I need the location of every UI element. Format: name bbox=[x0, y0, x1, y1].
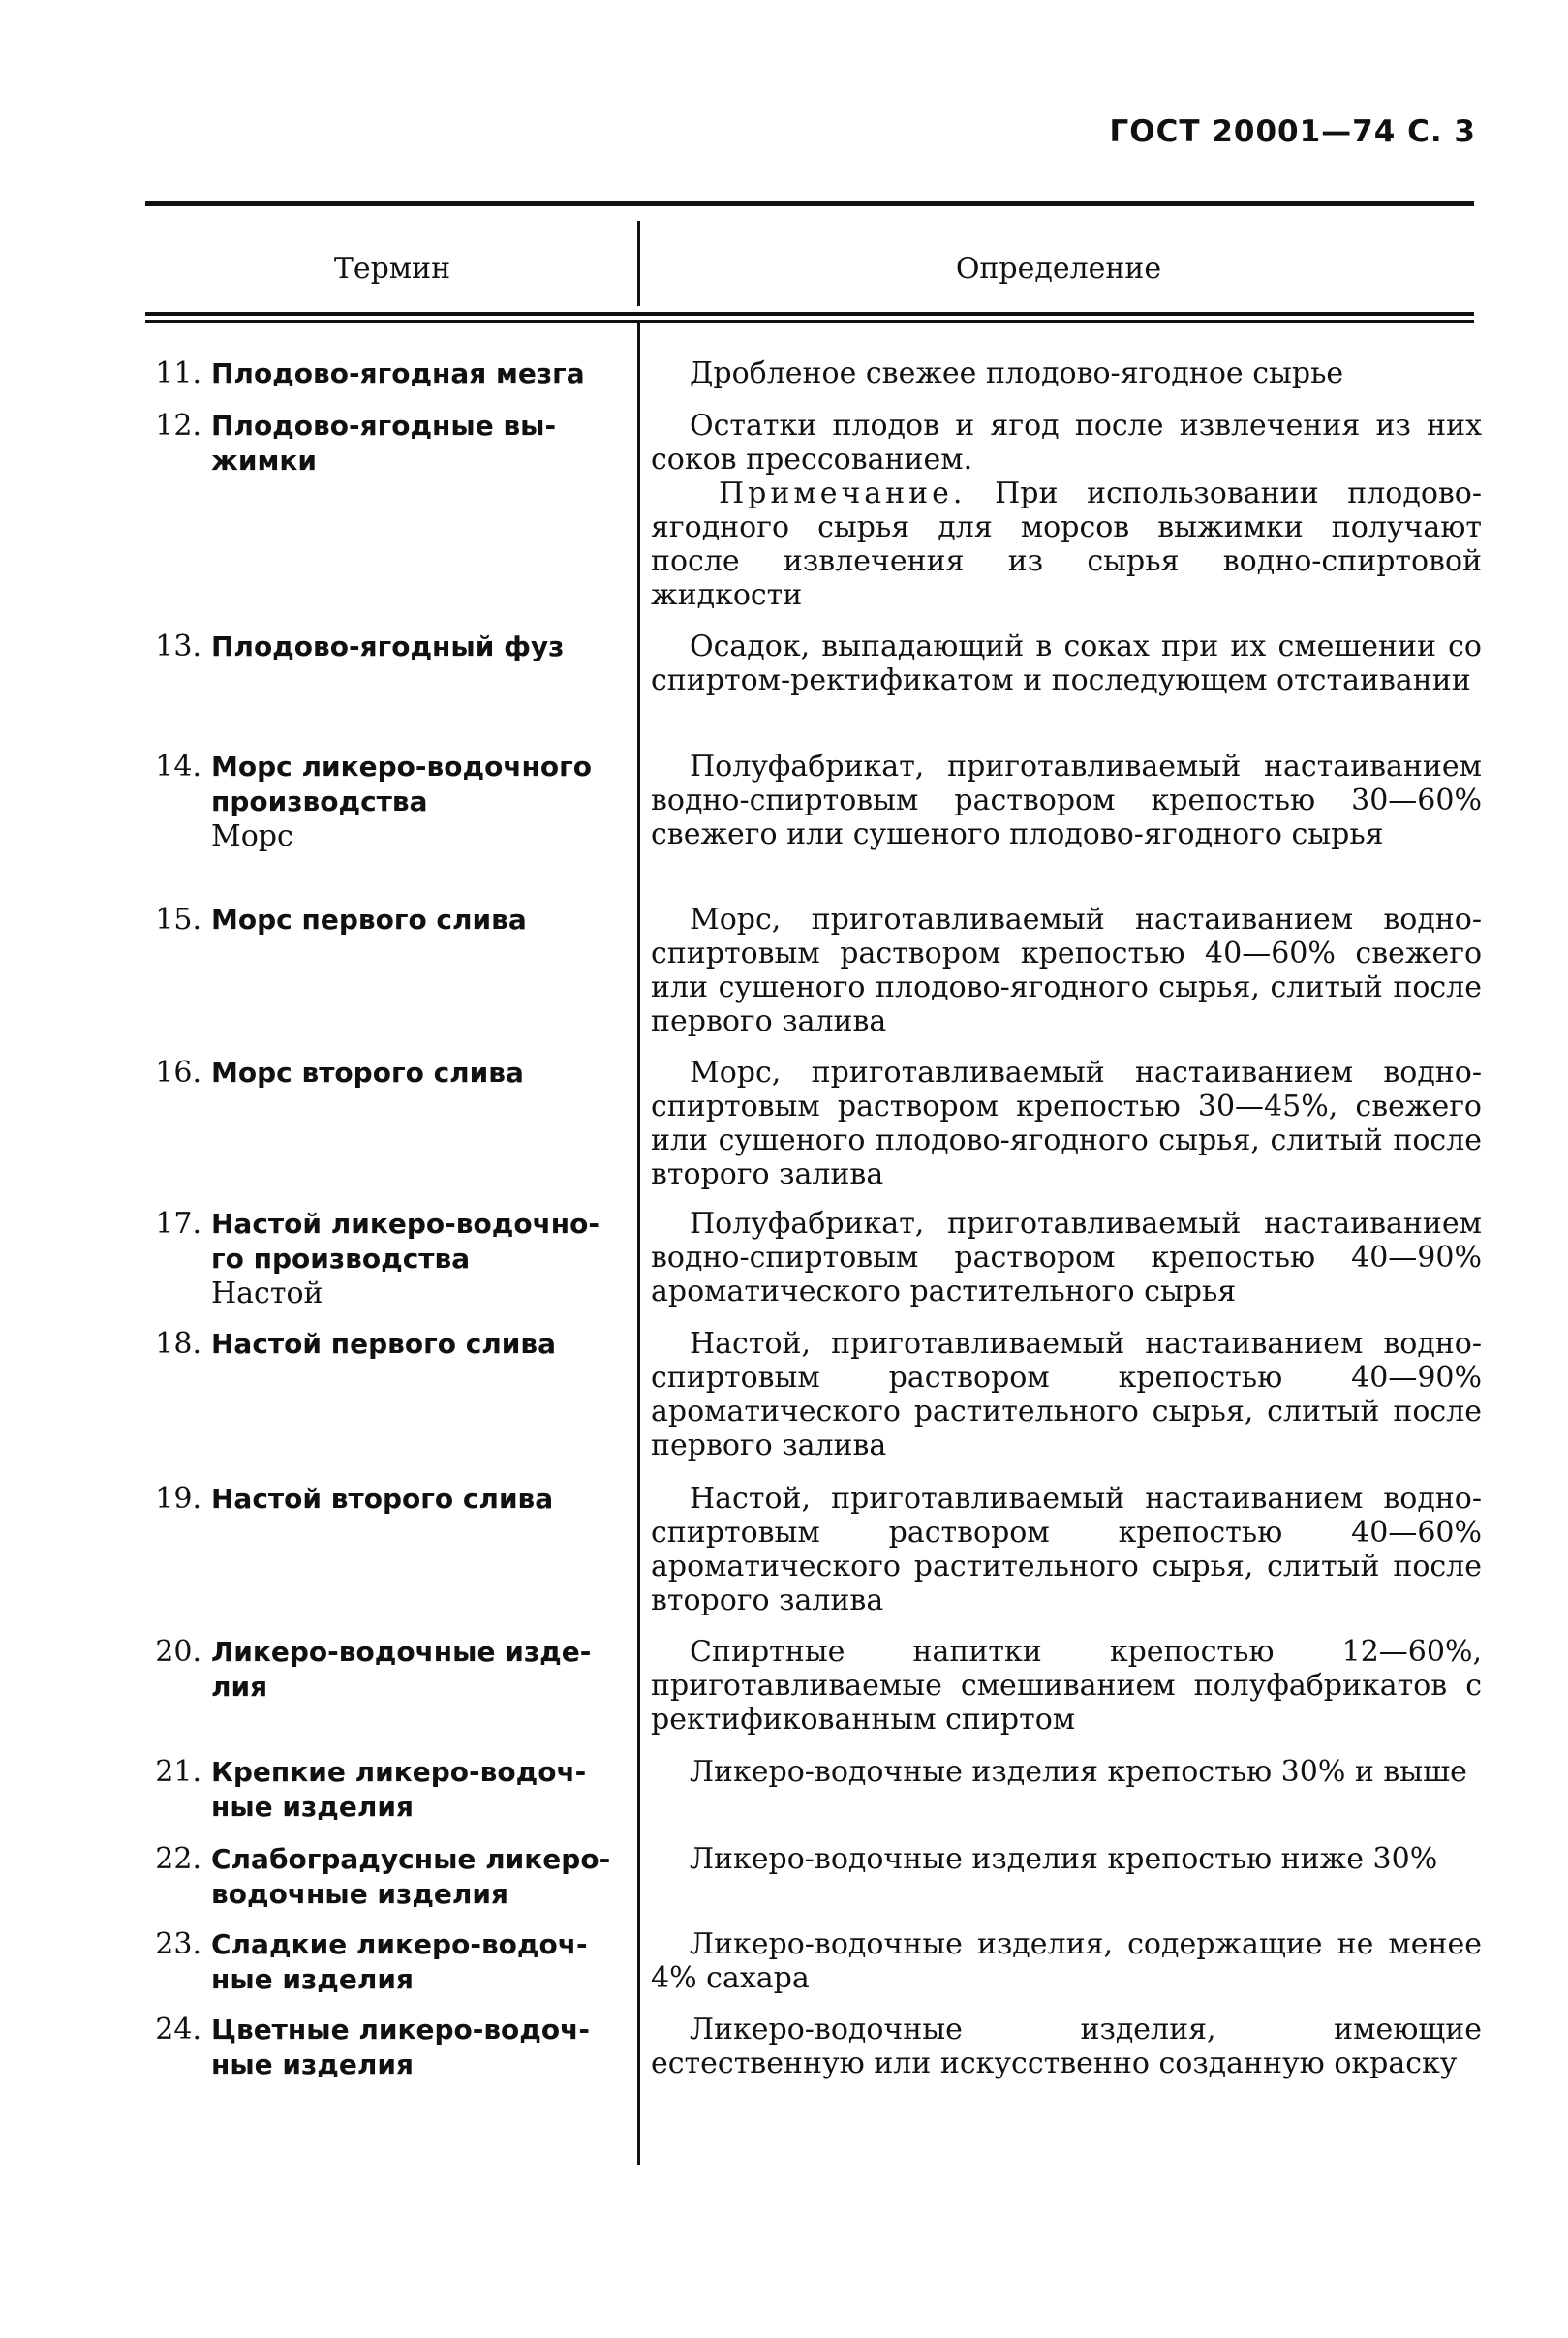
term-name-continued: го производства bbox=[211, 1243, 471, 1275]
term-name: Настой первого слива bbox=[211, 1328, 557, 1360]
term-name: Крепкие ликеро-водоч- bbox=[211, 1756, 587, 1788]
definition-text: Полуфабрикат, приготавливаемый настаиванием водно-спиртовым раствором крепостью 40—90% ароматического растительного сырья bbox=[651, 1207, 1482, 1308]
term-name: Сладкие ликеро-водоч- bbox=[211, 1928, 588, 1960]
term-cell bbox=[131, 1842, 615, 1912]
term-name: Слабоградусные ликеро- bbox=[211, 1843, 611, 1875]
term-cell bbox=[131, 1056, 615, 1091]
header-bottom-rule-double bbox=[145, 320, 1474, 323]
term-cell bbox=[131, 356, 615, 391]
term-cell bbox=[131, 1327, 615, 1362]
definition-text: Дробленое свежее плодово-ягодное сырье bbox=[690, 356, 1344, 390]
note-text: При использовании плодово-ягодного сырья для морсов выжимки получают после извлечения из сырья водно-спиртовой жидкости bbox=[651, 477, 1482, 612]
term-number: 17. bbox=[155, 1207, 201, 1241]
definition-text: Ликеро-водочные изделия, содержащие не менее 4% сахара bbox=[651, 1927, 1482, 1995]
term-cell bbox=[131, 409, 615, 478]
definition-cell bbox=[651, 1755, 1482, 1789]
term-name-continued: жимки bbox=[211, 445, 317, 477]
term-number: 11. bbox=[155, 356, 201, 390]
term-name: Цветные ликеро-водоч- bbox=[211, 2014, 590, 2046]
term-number: 21. bbox=[155, 1755, 201, 1789]
definition-cell bbox=[651, 2013, 1482, 2080]
definition-text: Осадок, выпадающий в соках при их смешении со спиртом-ректификатом и последующем отстаивании bbox=[651, 630, 1482, 697]
term-number: 23. bbox=[155, 1927, 201, 1961]
term-number: 14. bbox=[155, 750, 201, 784]
term-name: Плодово-ягодная мезга bbox=[211, 357, 585, 389]
term-number: 18. bbox=[155, 1327, 201, 1361]
term-number: 13. bbox=[155, 630, 201, 663]
definition-text: Остатки плодов и ягод после извлечения из них соков прессованием. bbox=[651, 409, 1482, 477]
term-short-form: Настой bbox=[211, 1277, 323, 1310]
term-cell bbox=[131, 630, 615, 664]
definition-cell bbox=[651, 1927, 1482, 1995]
definition-cell bbox=[651, 1482, 1482, 1617]
term-cell bbox=[131, 1207, 615, 1311]
term-short-form: Морс bbox=[211, 819, 293, 853]
term-name-continued: ные изделия bbox=[211, 2048, 415, 2080]
term-name-continued: ные изделия bbox=[211, 1963, 415, 1995]
term-number: 22. bbox=[155, 1842, 201, 1876]
term-name-continued: ные изделия bbox=[211, 1791, 415, 1823]
page-header: ГОСТ 20001—74 С. 3 bbox=[1109, 114, 1476, 149]
definition-text: Настой, приготавливаемый настаиванием водно-спиртовым раствором крепостью 40—90% ароматического растительного сырья, слитый после первого залива bbox=[651, 1327, 1482, 1462]
column-header-definition: Определение bbox=[955, 252, 1162, 286]
term-name: Морс первого слива bbox=[211, 904, 527, 936]
definition-text: Ликеро-водочные изделия крепостью ниже 30% bbox=[690, 1842, 1438, 1876]
term-number: 19. bbox=[155, 1482, 201, 1516]
body-column-divider bbox=[637, 323, 640, 2165]
term-name: Плодово-ягодные вы- bbox=[211, 410, 557, 442]
term-number: 12. bbox=[155, 409, 201, 443]
definition-cell bbox=[651, 1842, 1482, 1876]
term-name: Ликеро-водочные изде- bbox=[211, 1636, 592, 1668]
definition-text: Спиртные напитки крепостью 12—60%, приготавливаемые смешиванием полуфабрикатов с ректификованным спиртом bbox=[651, 1635, 1482, 1737]
definition-cell bbox=[651, 1327, 1482, 1462]
term-number: 20. bbox=[155, 1635, 201, 1669]
definition-text: Ликеро-водочные изделия, имеющие естественную или искусственно созданную окраску bbox=[651, 2013, 1482, 2080]
definition-text: Ликеро-водочные изделия крепостью 30% и выше bbox=[690, 1755, 1467, 1789]
definition-text: Полуфабрикат, приготавливаемый настаиванием водно-спиртовым раствором крепостью 30—60% свежего или сушеного плодово-ягодного сырья bbox=[651, 750, 1482, 851]
term-name: Морс второго слива bbox=[211, 1057, 524, 1089]
definition-cell bbox=[651, 630, 1482, 697]
term-number: 16. bbox=[155, 1056, 201, 1090]
term-cell bbox=[131, 903, 615, 938]
term-cell bbox=[131, 1482, 615, 1517]
table-top-rule bbox=[145, 201, 1474, 206]
header-column-divider bbox=[637, 221, 640, 306]
column-header-term: Термин bbox=[333, 252, 451, 286]
term-name-continued: водочные изделия bbox=[211, 1878, 509, 1910]
term-name: Настой второго слива bbox=[211, 1483, 554, 1515]
term-name-continued: лия bbox=[211, 1671, 268, 1703]
definition-note bbox=[651, 477, 1482, 612]
term-name: Плодово-ягодный фуз bbox=[211, 631, 565, 662]
term-number: 15. bbox=[155, 903, 201, 937]
definition-cell bbox=[651, 1635, 1482, 1737]
definition-cell bbox=[651, 356, 1482, 390]
term-cell bbox=[131, 1755, 615, 1825]
term-cell bbox=[131, 1927, 615, 1997]
definition-text: Морс, приготавливаемый настаиванием водно-спиртовым раствором крепостью 30—45%, свежего или сушеного плодово-ягодного сырья, слитый после второго залива bbox=[651, 1056, 1482, 1191]
definition-text: Настой, приготавливаемый настаиванием водно-спиртовым раствором крепостью 40—60% ароматического растительного сырья, слитый после второго залива bbox=[651, 1482, 1482, 1617]
term-name: Морс ликеро-водочного bbox=[211, 751, 592, 783]
note-label: Примечание. bbox=[719, 477, 967, 510]
header-bottom-rule bbox=[145, 312, 1474, 316]
definition-cell bbox=[651, 1056, 1482, 1191]
term-name-continued: производства bbox=[211, 785, 428, 817]
definition-cell bbox=[651, 1207, 1482, 1308]
term-cell bbox=[131, 750, 615, 854]
definition-text: Морс, приготавливаемый настаиванием водно-спиртовым раствором крепостью 40—60% свежего или сушеного плодово-ягодного сырья, слитый после первого залива bbox=[651, 903, 1482, 1038]
term-cell bbox=[131, 2013, 615, 2082]
definition-cell bbox=[651, 409, 1482, 612]
term-name: Настой ликеро-водочно- bbox=[211, 1208, 600, 1240]
term-cell bbox=[131, 1635, 615, 1705]
definition-cell bbox=[651, 903, 1482, 1038]
term-number: 24. bbox=[155, 2013, 201, 2046]
definition-cell bbox=[651, 750, 1482, 851]
